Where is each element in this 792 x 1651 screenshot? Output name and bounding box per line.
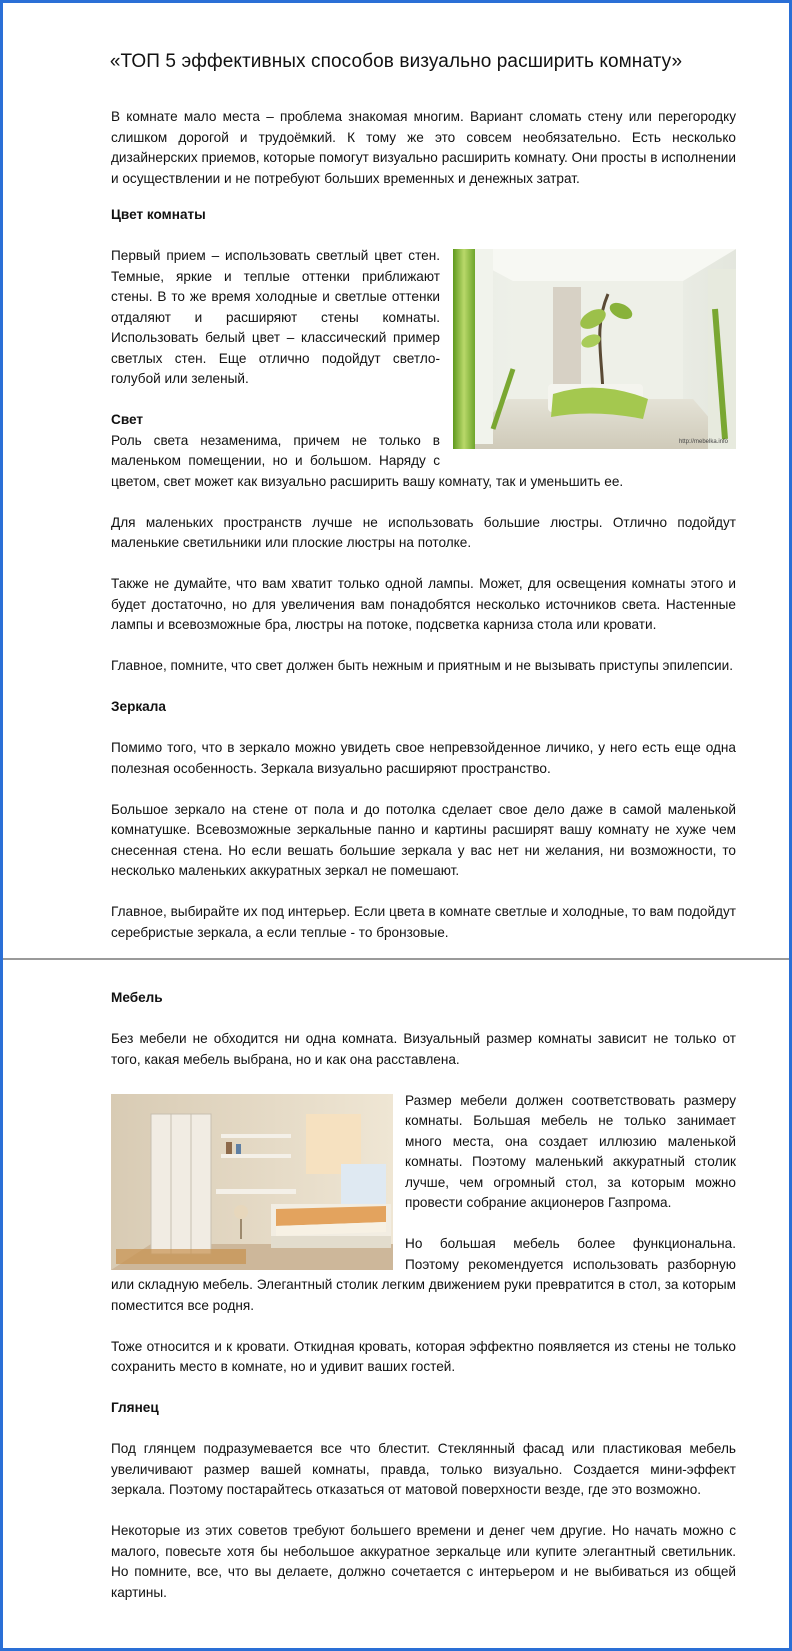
color-heading: Цвет комнаты	[111, 207, 206, 222]
gloss-paragraph-1: Под глянцем подразумевается все что блестит. Стеклянный фасад или пластиковая мебель увеличивают размер вашей комнаты, правда, только визуально. Создается мини-эффект зеркала. Поэтому постарайтесь отказаться от матовой поверхности везде, где это возможно.	[111, 1441, 736, 1497]
page-1	[3, 3, 789, 958]
light-heading: Свет	[111, 412, 144, 427]
light-paragraph-3: Также не думайте, что вам хватит только одной лампы. Может, для освещения комнаты этого и будет достаточно, но для увеличения вам понадобятся несколько источников света. Настенные лампы и всевозможные бра, люстры на потоке, подсветка карниза стола или кровати.	[111, 576, 736, 632]
mirrors-paragraph-3: Главное, выбирайте их под интерьер. Если цвета в комнате светлые и холодные, то вам подойдут серебристые зеркала, а если теплые - то бронзовые.	[111, 904, 736, 940]
furniture-room-image	[111, 1094, 393, 1270]
furniture-paragraph-3: Но большая мебель более функциональна. Поэтому рекомендуется использовать разборную или складную мебель. Элегантный столик легким движением руки превратится в стол, за которым поместится все родня.	[111, 1236, 736, 1313]
mirrors-heading: Зеркала	[111, 699, 166, 714]
gloss-heading: Глянец	[111, 1400, 159, 1415]
furniture-paragraph-2: Размер мебели должен соответствовать размеру комнаты. Большая мебель не только занимает много места, она создает иллюзию маленькой комнаты. Поэтому маленький аккуратный столик лучше, чем огромный стол, за которым можно провести собрание акционеров Газпрома.	[405, 1092, 736, 1210]
furniture-section	[111, 988, 736, 1603]
page-title: «ТОП 5 эффективных способов визуально расширить комнату»	[109, 51, 683, 72]
intro-section	[111, 107, 736, 189]
mirrors-paragraph-2: Большое зеркало на стене от пола и до потолка сделает свое дело даже в самой маленькой комнатушке. Всевозможные зеркальные панно и картины расширят вашу комнату не хуже чем снесенная стена. Но если вешать большие зеркала у вас нет ни желания, ни возможности, то несколько маленьких аккуратных зеркал не помешают.	[111, 801, 736, 878]
mirrors-paragraph-1: Помимо того, что в зеркало можно увидеть свое непревзойденное личико, у него есть еще одна полезная особенность. Зеркала визуально расширяют пространство.	[111, 740, 736, 776]
intro-paragraph: В комнате мало места – проблема знакомая многим. Вариант сломать стену или перегородку слишком дорогой и трудоёмкий. К тому же это совсем необязательно. Есть несколько дизайнерских приемов, которые помогут визуально расширить комнату. Они просты в исполнении и осуществлении и не потребуют больших временных и денежных затрат.	[111, 109, 736, 186]
color-section	[111, 205, 736, 943]
light-paragraph-2: Для маленьких пространств лучше не использовать большие люстры. Отлично подойдут маленькие светильники или плоские люстры на потолке.	[111, 514, 736, 550]
light-paragraph-4: Главное, помните, что свет должен быть нежным и приятным и не вызывать приступы эпилепсии.	[111, 658, 734, 673]
furniture-paragraph-1: Без мебели не обходится ни одна комната. Визуальный размер комнаты зависит не только от того, какая мебель выбрана, но и как она расставлена.	[111, 1031, 736, 1067]
light-paragraph-1: Роль света незаменима, причем не только в маленьком помещении, но и большом. Наряду с цветом, свет может как визуально расширить вашу комнату, так и уменьшить ее.	[111, 432, 624, 489]
gloss-paragraph-2: Некоторые из этих советов требуют большего времени и денег чем другие. Но начать можно с малого, повесьте хотя бы небольшое аккуратное зеркальце или купите элегантный светильник. Но помните, все, что вы делаете, должно сочетается с интерьером и не выбиваться из общей картины.	[111, 1523, 736, 1600]
furniture-paragraph-4: Тоже относится и к кровати. Откидная кровать, которая эффектно появляется из стены не только сохранить место в комнате, но и удивит ваших гостей.	[111, 1338, 736, 1374]
furniture-heading: Мебель	[111, 990, 163, 1005]
page-2	[3, 960, 789, 1648]
image-watermark: http://mebelka.info	[678, 439, 728, 445]
color-paragraph: Первый прием – использовать светлый цвет стен. Темные, яркие и теплые оттенки приближают стены. В то же время холодные и светлые оттенки отдаляют и расширяют стены комнаты. Использовать белый цвет – классический пример светлых стен. Еще отлично подойдут светло-голубой или зеленый.	[111, 248, 440, 386]
bright-room-image	[453, 249, 736, 449]
